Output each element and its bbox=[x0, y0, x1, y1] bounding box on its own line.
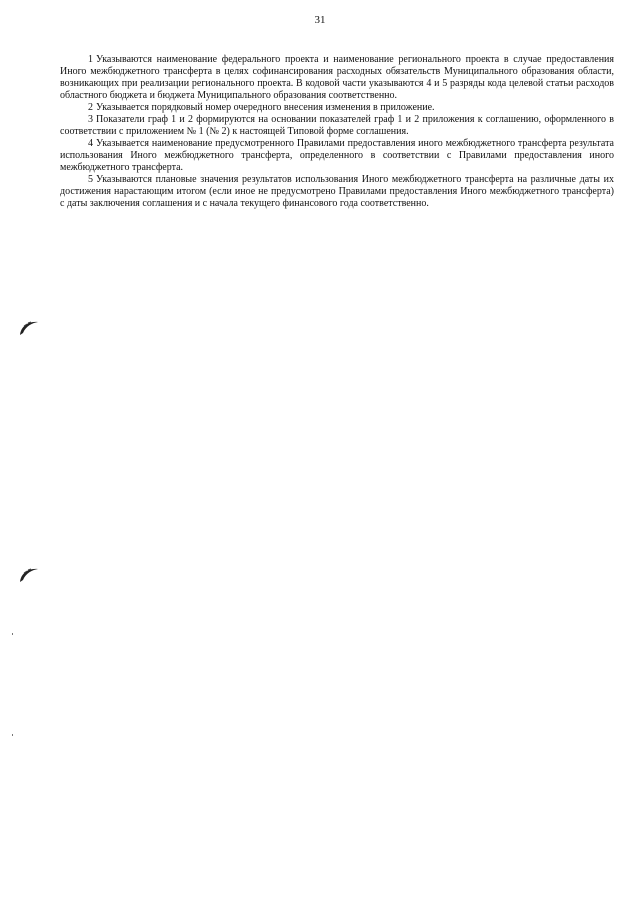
page-number: 31 bbox=[314, 14, 326, 26]
footnote-number: 1 bbox=[88, 54, 93, 65]
scan-speck bbox=[12, 633, 13, 635]
footnote-number: 3 bbox=[88, 114, 93, 125]
punch-hole-mark-icon bbox=[18, 318, 40, 336]
footnote-1 bbox=[60, 54, 614, 102]
footnote-number: 5 bbox=[88, 174, 93, 185]
footnote-2 bbox=[60, 102, 614, 114]
scan-speck bbox=[12, 734, 13, 736]
footnote-4 bbox=[60, 138, 614, 174]
footnote-text: Указываются наименование федерального проекта и наименование регионального проекта в случае предоставления Иного межбюджетного трансферта в целях софинансирования расходных обязательств Муниципального образования области, возникающих при реализации регионального проекта. В кодовой части указываются 4 и 5 разряды кода целевой статьи расходов областного бюджета и бюджета Муниципального образования соответственно. bbox=[60, 54, 614, 101]
footnote-text: Указывается порядковый номер очередного внесения изменения в приложение. bbox=[96, 102, 435, 113]
footnote-text: Указывается наименование предусмотренного Правилами предоставления иного межбюджетного трансферта результата использования Иного межбюджетного трансферта, определенного в соответствии с Правилами предоставления иного межбюджетного трансферта. bbox=[60, 138, 614, 173]
footnote-number: 4 bbox=[88, 138, 93, 149]
footnote-5 bbox=[60, 174, 614, 210]
footnote-3 bbox=[60, 114, 614, 138]
footnote-text: Указываются плановые значения результатов использования Иного межбюджетного трансферта на различные даты их достижения нарастающим итогом (если иное не предусмотрено Правилами предоставления Иного межбюджетного трансферта) с даты заключения соглашения и с начала текущего финансового года соответственно. bbox=[60, 174, 614, 209]
punch-hole-mark-icon bbox=[18, 565, 40, 583]
footnote-number: 2 bbox=[88, 102, 93, 113]
footnotes bbox=[60, 54, 614, 210]
footnote-text: Показатели граф 1 и 2 формируются на основании показателей граф 1 и 2 приложения к соглашению, оформленного в соответствии с приложением № 1 (№ 2) к настоящей Типовой форме соглашения. bbox=[60, 114, 614, 137]
